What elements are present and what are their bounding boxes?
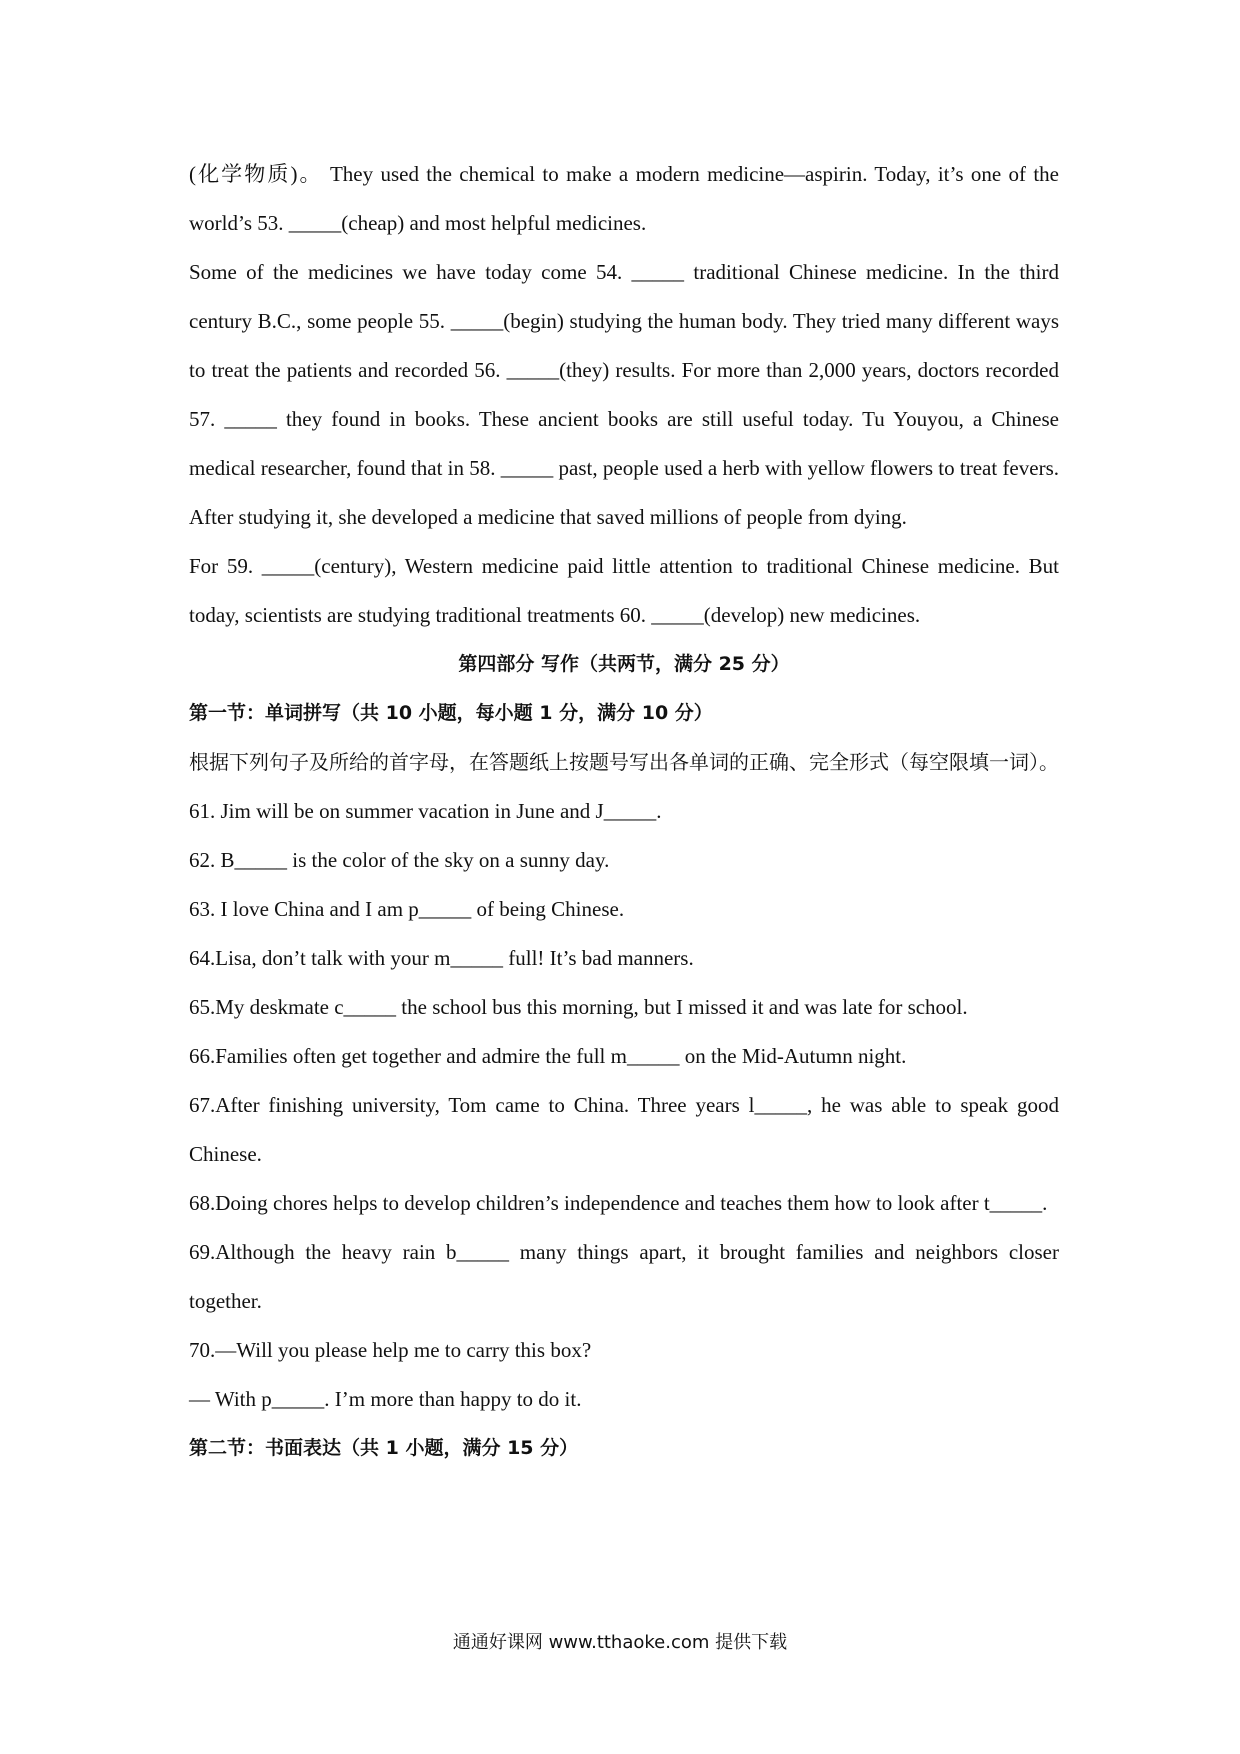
- passage-paragraph-1: (化学物质)。 They used the chemical to make a modern medicine—aspirin. Today, it’s one of the world’s 53. _____(cheap) and most helpful medicines.: [189, 162, 1059, 235]
- question-61: 61. Jim will be on summer vacation in June and J_____.: [189, 799, 662, 823]
- passage-paragraph-3: For 59. _____(century), Western medicine paid little attention to traditional Chinese medicine. But today, scientists are studying traditional treatments 60. _____(develop) new medicines.: [189, 554, 1059, 627]
- section2-heading: 第二节：书面表达（共 1 小题，满分 15 分）: [189, 1437, 579, 1459]
- question-67: 67.After finishing university, Tom came to China. Three years l_____, he was able to speak good Chinese.: [189, 1093, 1059, 1166]
- part4-heading: 第四部分 写作（共两节，满分 25 分）: [458, 653, 790, 675]
- question-68: 68.Doing chores helps to develop children’s independence and teaches them how to look after t_____.: [189, 1191, 1048, 1215]
- question-63: 63. I love China and I am p_____ of being Chinese.: [189, 897, 625, 921]
- question-64: 64.Lisa, don’t talk with your m_____ full! It’s bad manners.: [189, 946, 694, 970]
- section1-instructions: 根据下列句子及所给的首字母，在答题纸上按题号写出各单词的正确、完全形式（每空限填一词）。: [189, 750, 1059, 774]
- question-66: 66.Families often get together and admire the full m_____ on the Mid-Autumn night.: [189, 1044, 907, 1068]
- question-70-prompt: 70.—Will you please help me to carry this box?: [189, 1338, 592, 1362]
- question-62: 62. B_____ is the color of the sky on a sunny day.: [189, 848, 610, 872]
- page-footer: 通通好课网 www.tthaoke.com 提供下载: [452, 1632, 788, 1653]
- question-65: 65.My deskmate c_____ the school bus this morning, but I missed it and was late for school.: [189, 995, 968, 1019]
- question-69: 69.Although the heavy rain b_____ many things apart, it brought families and neighbors closer together.: [189, 1240, 1059, 1313]
- document-page: [189, 150, 1059, 1473]
- passage-paragraph-2: Some of the medicines we have today come 54. _____ traditional Chinese medicine. In the third century B.C., some people 55. _____(begin) studying the human body. They tried many different ways to treat the patients and recorded 56. _____(they) results. For more than 2,000 years, doctors recorded 57. _____ they found in books. These ancient books are still useful today. Tu Youyou, a Chinese medical researcher, found that in 58. _____ past, people used a herb with yellow flowers to treat fevers. After studying it, she developed a medicine that saved millions of people from dying.: [189, 260, 1059, 529]
- question-70-answer: — With p_____. I’m more than happy to do it.: [189, 1387, 582, 1411]
- section1-heading: 第一节：单词拼写（共 10 小题，每小题 1 分，满分 10 分）: [189, 702, 713, 724]
